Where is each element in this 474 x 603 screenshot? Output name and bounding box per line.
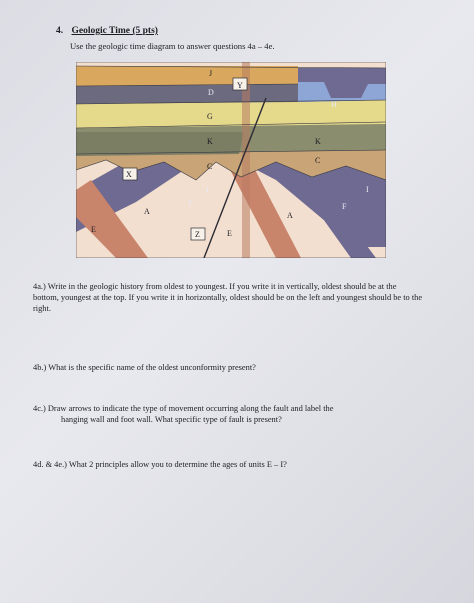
label-e-left: E — [91, 225, 96, 234]
label-k-left: K — [207, 137, 213, 146]
label-h: H — [331, 100, 337, 109]
label-f-right: F — [342, 202, 347, 211]
label-c-right: C — [315, 156, 321, 165]
label-e-right: E — [227, 229, 232, 238]
question-4c — [33, 403, 423, 425]
label-a-right: A — [287, 211, 293, 220]
label-i-right: I — [366, 185, 369, 194]
question-4c-line2: hanging wall and foot wall. What specific type of fault is present? — [61, 415, 282, 424]
question-4c-line1: 4c.) Draw arrows to indicate the type of movement occurring along the fault and label the — [33, 404, 334, 413]
question-4b: 4b.) What is the specific name of the oldest unconformity present? — [33, 363, 256, 372]
label-c-left: C — [207, 162, 213, 171]
label-y: Y — [237, 81, 243, 90]
label-g: G — [207, 112, 213, 121]
section-title: Geologic Time (5 pts) — [71, 26, 158, 36]
label-a-left: A — [144, 207, 150, 216]
section-number: 4. — [56, 26, 64, 36]
label-f-center: F — [188, 199, 193, 208]
unit-j-layer — [76, 66, 298, 86]
label-z: Z — [195, 230, 200, 239]
section-instruction: Use the geologic time diagram to answer questions 4a – 4e. — [70, 41, 275, 51]
label-i-center: I — [206, 185, 209, 194]
section-heading — [56, 26, 158, 36]
question-4a: 4a.) Write in the geologic history from oldest to youngest. If you write it in vertically, oldest should be at the bottom, youngest at the top. If you write it in horizontally, oldest should be on the left and youngest should be to the right. — [33, 282, 423, 313]
unit-y-dike — [242, 62, 250, 258]
label-d: D — [208, 88, 214, 97]
label-j: J — [209, 69, 213, 78]
label-x: X — [126, 170, 132, 179]
unit-g-layer — [76, 100, 386, 128]
geologic-time-diagram — [76, 62, 386, 258]
label-k-right: K — [315, 137, 321, 146]
question-4d-4e: 4d. & 4e.) What 2 principles allow you to determine the ages of units E – I? — [33, 460, 287, 469]
